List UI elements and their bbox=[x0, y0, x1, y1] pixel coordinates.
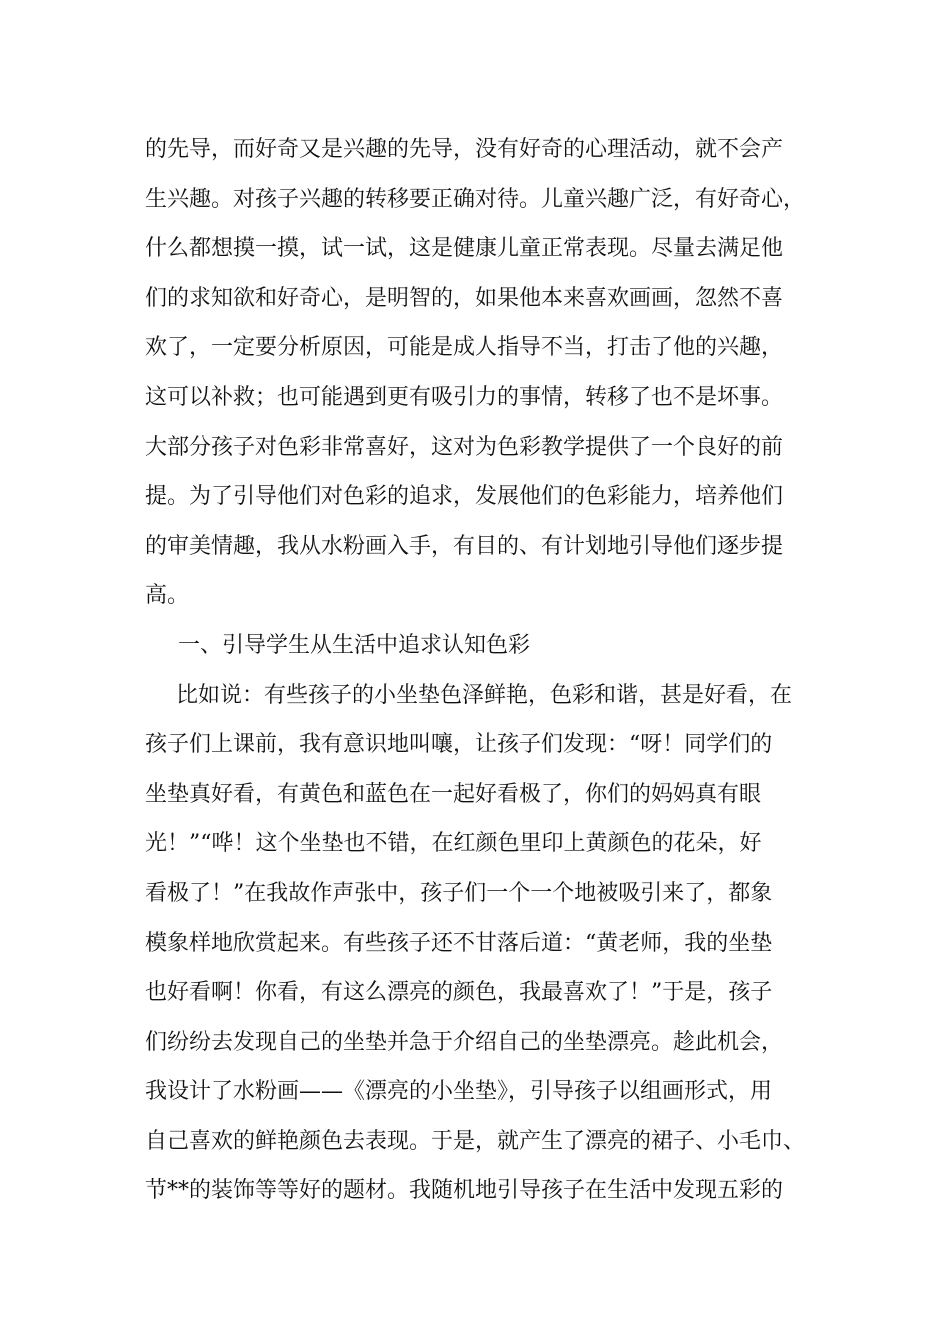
text-line: 自己喜欢的鲜艳颜色去表现。于是，就产生了漂亮的裙子、小毛巾、 bbox=[145, 1128, 806, 1154]
text-line: 大部分孩子对色彩非常喜好，这对为色彩教学提供了一个良好的前 bbox=[145, 434, 784, 460]
text-line: 光！”“哗！这个坐垫也不错，在红颜色里印上黄颜色的花朵，好 bbox=[145, 831, 762, 857]
text-line: 节**的装饰等等好的题材。我随机地引导孩子在生活中发现五彩的 bbox=[145, 1178, 784, 1204]
text-line: 们纷纷去发现自己的坐垫并急于介绍自己的坐垫漂亮。趁此机会， bbox=[145, 1029, 784, 1055]
document-body bbox=[145, 125, 825, 1216]
text-line: 的先导，而好奇又是兴趣的先导，没有好奇的心理活动，就不会产 bbox=[145, 137, 784, 162]
text-line: 坐垫真好看，有黄色和蓝色在一起好看极了，你们的妈妈真有眼 bbox=[145, 781, 762, 807]
text-line: 什么都想摸一摸，试一试，这是健康儿童正常表现。尽量去满足他 bbox=[145, 236, 784, 262]
text-line: 我设计了水粉画——《漂亮的小坐垫》，引导孩子以组画形式，用 bbox=[145, 1079, 773, 1105]
text-line: 生兴趣。对孩子兴趣的转移要正确对待。儿童兴趣广泛，有好奇心， bbox=[145, 186, 806, 212]
text-line: 比如说：有些孩子的小坐垫色泽鲜艳，色彩和谐，甚是好看，在 bbox=[176, 682, 793, 708]
text-line: 也好看啊！你看，有这么漂亮的颜色，我最喜欢了！”于是，孩子 bbox=[145, 980, 773, 1006]
text-line: 提。为了引导他们对色彩的追求，发展他们的色彩能力，培养他们 bbox=[145, 484, 784, 510]
text-line: 的审美情趣，我从水粉画入手，有目的、有计划地引导他们逐步提 bbox=[145, 533, 784, 559]
section-heading: 一、引导学生从生活中追求认知色彩 bbox=[178, 632, 531, 658]
text-line: 孩子们上课前，我有意识地叫嚷，让孩子们发现：“呀！同学们的 bbox=[145, 732, 773, 758]
text-line: 欢了，一定要分析原因，可能是成人指导不当，打击了他的兴趣， bbox=[145, 335, 784, 361]
text-line: 们的求知欲和好奇心，是明智的，如果他本来喜欢画画，忽然不喜 bbox=[145, 285, 784, 311]
text-line: 模象样地欣赏起来。有些孩子还不甘落后道：“黄老师，我的坐垫 bbox=[145, 930, 773, 956]
text-line: 高。 bbox=[145, 583, 190, 609]
text-line: 这可以补救；也可能遇到更有吸引力的事情，转移了也不是坏事。 bbox=[145, 384, 784, 410]
text-line: 看极了！”在我故作声张中，孩子们一个一个地被吸引来了，都象 bbox=[145, 880, 773, 906]
